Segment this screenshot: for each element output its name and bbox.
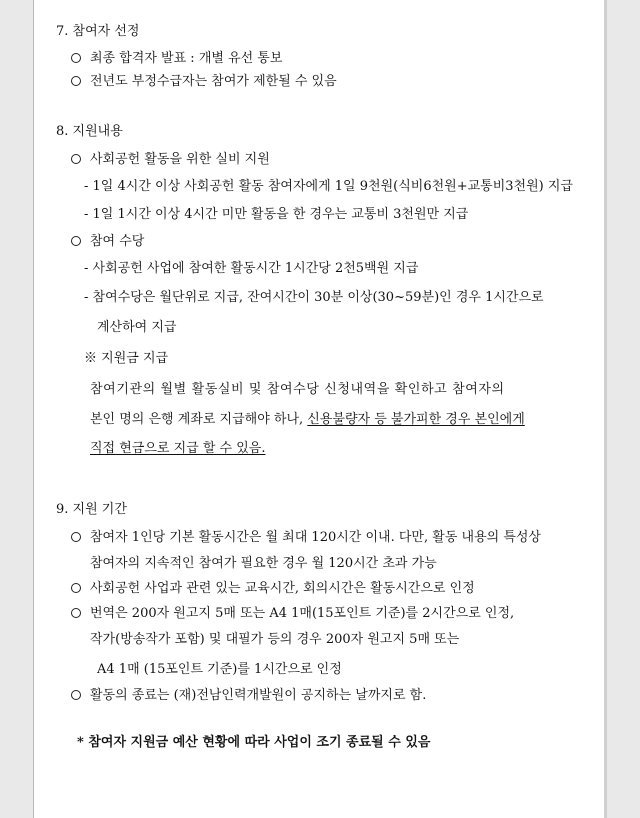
list-item: 사회공헌 사업과 관련 있는 교육시간, 회의시간은 활동시간으로 인정 (71, 581, 475, 597)
section-7-heading: 7. 참여자 선정 (56, 24, 140, 39)
circle-bullet-icon (71, 608, 81, 618)
list-item-continued: A4 1매 (15포인트 기준)를 1시간으로 인정 (97, 662, 342, 677)
circle-bullet-icon (71, 76, 81, 86)
section-9-heading: 9. 지원 기간 (56, 502, 127, 517)
page-edge-shadow (604, 0, 607, 818)
list-item: 최종 합격자 발표 : 개별 유선 통보 (71, 51, 282, 67)
sub-item: - 1일 1시간 이상 4시간 미만 활동을 한 경우는 교통비 3천원만 지급 (84, 207, 469, 222)
circle-bullet-icon (71, 690, 81, 700)
footnote: * 참여자 지원금 예산 현황에 따라 사업이 조기 종료될 수 있음 (77, 735, 431, 750)
list-item: 전년도 부정수급자는 참여가 제한될 수 있음 (71, 74, 337, 90)
sub-item: - 사회공헌 사업에 참여한 활동시간 1시간당 2천5백원 지급 (84, 261, 419, 276)
note-title: ※ 지원금 지급 (84, 351, 169, 366)
sub-item-continued: 계산하여 지급 (97, 320, 177, 335)
list-item-continued: 참여자의 지속적인 참여가 필요한 경우 월 120시간 초과 가능 (90, 556, 437, 571)
note-text: 본인 명의 은행 계좌로 지급해야 하나, 신용불량자 등 불가피한 경우 본인에게 (90, 412, 525, 427)
note-text: 참여기관의 월별 활동실비 및 참여수당 신청내역을 확인하고 참여자의 (90, 382, 505, 397)
circle-bullet-icon (71, 236, 81, 246)
list-item-continued: 작가(방송작가 포함) 및 대필가 등의 경우 200자 원고지 5매 또는 (90, 632, 460, 647)
note-text-underlined: 직접 현금으로 지급 할 수 있음. (90, 441, 266, 456)
list-item: 참여 수당 (71, 234, 144, 250)
circle-bullet-icon (71, 154, 81, 164)
section-8-heading: 8. 지원내용 (56, 124, 123, 139)
list-item: 활동의 종료는 (재)전남인력개발원이 공지하는 날까지로 함. (71, 688, 426, 704)
sub-item: - 1일 4시간 이상 사회공헌 활동 참여자에게 1일 9천원(식비6천원+교통비3천원) 지급 (84, 179, 573, 194)
list-item: 사회공헌 활동을 위한 실비 지원 (71, 152, 270, 168)
circle-bullet-icon (71, 532, 81, 542)
circle-bullet-icon (71, 53, 81, 63)
circle-bullet-icon (71, 583, 81, 593)
sub-item: - 참여수당은 월단위로 지급, 잔여시간이 30분 이상(30~59분)인 경우 1시간으로 (84, 290, 544, 305)
list-item: 참여자 1인당 기본 활동시간은 월 최대 120시간 이내. 다만, 활동 내용의 특성상 (71, 530, 541, 546)
list-item: 번역은 200자 원고지 5매 또는 A4 1매(15포인트 기준)를 2시간으로 인정, (71, 606, 514, 622)
